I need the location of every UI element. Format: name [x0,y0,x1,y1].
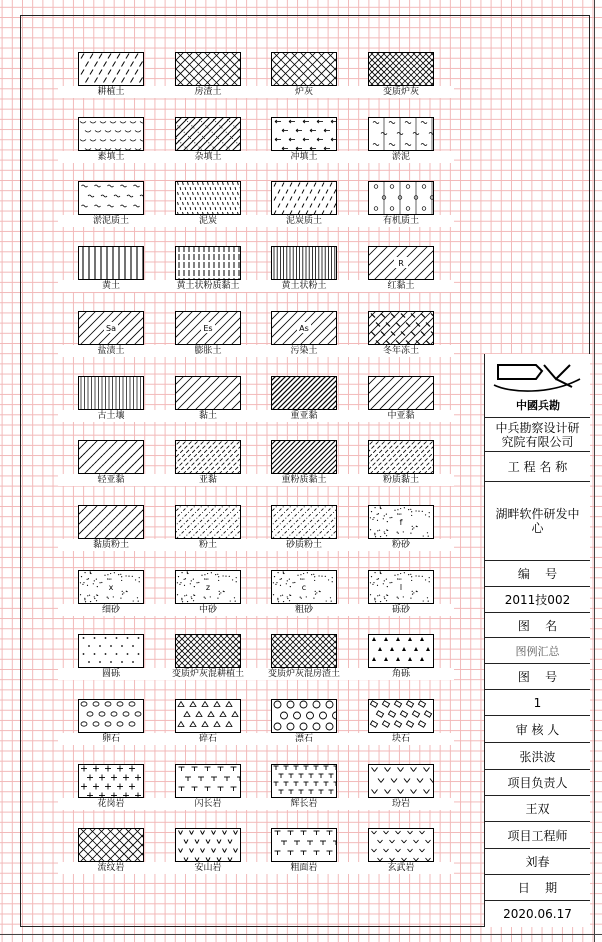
legend-label: 冬年冻土 [348,345,454,357]
legend-swatch [78,699,144,733]
legend-item [78,764,144,810]
legend-item [78,440,144,486]
drawing-no-label: 图 号 [517,670,558,684]
legend-item [271,440,337,486]
legend-label: 闪长岩 [155,798,261,810]
legend-item [368,440,434,486]
legend-swatch [368,505,434,539]
legend-label: 泥炭质土 [251,215,357,227]
legend-swatch [78,376,144,410]
sheet-edge [594,0,595,942]
svg-text:f: f [399,518,403,527]
number-label-cell [485,561,590,587]
company-cell [485,418,590,452]
legend-item [368,699,434,745]
legend-label: 中亚黏 [348,410,454,422]
legend-label: 炉灰 [251,86,357,98]
legend-label: 玄武岩 [348,862,454,874]
legend-item [368,634,434,680]
legend-label: 淤泥 [348,151,454,163]
logo-cell [485,354,590,418]
legend-label: 古土壤 [58,410,164,422]
legend-item [271,311,337,357]
legend-swatch [78,52,144,86]
legend-swatch [271,570,337,604]
legend-label: 盐渍土 [58,345,164,357]
legend-label: 安山岩 [155,862,261,874]
legend-label: 黏土 [155,410,261,422]
legend-item [271,117,337,163]
date-value-cell [485,901,590,927]
legend-item [78,634,144,680]
number-value: 2011技002 [504,593,571,607]
drawing-name-value-cell [485,638,590,664]
legend-label: 变质炉灰混房渣土 [251,668,357,680]
engineer-label-cell [485,822,590,849]
legend-label: 块石 [348,733,454,745]
legend-swatch [368,376,434,410]
legend-label: 黄土状粉质黏土 [155,280,261,292]
legend-swatch [175,764,241,798]
project-label-cell [485,452,590,482]
legend-item [175,376,241,422]
legend-label: 房渣土 [155,86,261,98]
legend-swatch [78,440,144,474]
legend-label: 粗面岩 [251,862,357,874]
legend-item [78,376,144,422]
legend-item [368,311,434,357]
legend-item [368,52,434,98]
legend-label: 辉长岩 [251,798,357,810]
legend-swatch [368,570,434,604]
drawing-no-label-cell [485,664,590,690]
legend-item [271,376,337,422]
legend-item [271,505,337,551]
legend-item [175,505,241,551]
drawing-name-value: 图例汇总 [515,644,560,658]
legend-swatch [368,699,434,733]
legend-swatch [368,246,434,280]
legend-label: 泥炭 [155,215,261,227]
legend-swatch [175,634,241,668]
legend-swatch [271,117,337,151]
legend-swatch [78,181,144,215]
svg-text:Es: Es [203,324,213,333]
svg-text:x: x [108,583,114,592]
legend-swatch [271,246,337,280]
legend-label: 轻亚黏 [58,474,164,486]
manager-label-cell [485,770,590,796]
legend-label: 冲填土 [251,151,357,163]
legend-item [271,246,337,292]
legend-item [271,570,337,616]
legend-item [175,52,241,98]
legend-item [368,246,434,292]
legend-item [175,117,241,163]
reviewer-label-cell [485,716,590,743]
legend-item [271,181,337,227]
engineer-value-cell [485,849,590,875]
legend-label: 碎石 [155,733,261,745]
drawing-name-label-cell [485,613,590,638]
legend-item [78,570,144,616]
drawing-no-value-cell [485,690,590,716]
legend-label: 粉质黏土 [348,474,454,486]
legend-item [175,311,241,357]
legend-swatch [175,505,241,539]
legend-label: 杂填土 [155,151,261,163]
legend-swatch [271,376,337,410]
drawing-name-label: 图 名 [517,618,558,633]
legend-label: 黄土状粉土 [251,280,357,292]
legend-swatch [175,376,241,410]
legend-item [271,52,337,98]
legend-label: 漂石 [251,733,357,745]
legend-item [368,570,434,616]
legend-label: 砂质粉土 [251,539,357,551]
legend-swatch [175,699,241,733]
legend-label: 中砂 [155,604,261,616]
legend-swatch [271,52,337,86]
manager-value: 王双 [525,802,550,816]
legend-label: 砾砂 [348,604,454,616]
legend-item [368,828,434,874]
legend-label: 黏质粉土 [58,539,164,551]
legend-label: 重粉质黏土 [251,474,357,486]
date-label: 日 期 [517,881,558,895]
legend-label: 粉土 [155,539,261,551]
legend-label: 圆砾 [58,668,164,680]
legend-label: 变质炉灰混耕植土 [155,668,261,680]
legend-swatch [368,440,434,474]
legend-swatch [368,634,434,668]
legend-swatch [175,570,241,604]
legend-swatch [271,440,337,474]
svg-text:Sa: Sa [106,324,116,333]
legend-item [368,764,434,810]
legend-swatch [271,505,337,539]
legend-swatch [78,311,144,345]
legend-label: 黄土 [58,280,164,292]
sheet-edge [0,934,602,935]
number-label: 编 号 [517,567,558,581]
legend-label: 重亚黏 [251,410,357,422]
manager-label: 项目负责人 [507,776,568,790]
legend-swatch [175,246,241,280]
legend-item [78,246,144,292]
legend-item [271,764,337,810]
manager-value-cell [485,796,590,822]
legend-item [78,311,144,357]
date-label-cell [485,875,590,901]
reviewer-label: 审 核 人 [515,722,560,737]
legend-item [368,376,434,422]
legend-item [271,828,337,874]
company-name: 中兵勘察设计研究院有限公司 [495,420,580,449]
legend-swatch [368,311,434,345]
legend-item [78,117,144,163]
legend-label: 膨胀土 [155,345,261,357]
legend-label: 有机质土 [348,215,454,227]
logo-text: 中國兵勘 [515,398,560,412]
legend-item [368,181,434,227]
title-block [484,354,590,927]
legend-swatch [271,828,337,862]
project-name-cell [485,482,590,561]
legend-label: 流纹岩 [58,862,164,874]
legend-swatch [368,117,434,151]
legend-label: 花岗岩 [58,798,164,810]
legend-swatch [78,505,144,539]
svg-text:As: As [299,324,309,333]
legend-swatch [78,246,144,280]
number-value-cell [485,587,590,613]
company-logo-icon [490,357,586,415]
drawing-no-value: 1 [533,695,542,710]
legend-swatch [271,634,337,668]
legend-item [368,505,434,551]
legend-item [175,570,241,616]
svg-text:l: l [399,583,403,592]
legend-item [175,440,241,486]
legend-swatch [368,181,434,215]
legend-label: 角砾 [348,668,454,680]
legend-item [267,634,340,680]
legend-label: 素填土 [58,151,164,163]
engineer-label: 项目工程师 [507,828,568,843]
legend-swatch [175,117,241,151]
legend-label: 粉砂 [348,539,454,551]
legend-swatch [175,52,241,86]
legend-item [78,52,144,98]
legend-swatch [368,828,434,862]
legend-label: 细砂 [58,604,164,616]
legend-swatch [271,699,337,733]
legend-item [78,828,144,874]
svg-text:z: z [205,583,211,592]
legend-item [175,181,241,227]
legend-item [175,764,241,810]
legend-label: 亚黏 [155,474,261,486]
legend-item [78,181,144,227]
legend-swatch [175,181,241,215]
legend-swatch [368,52,434,86]
legend-swatch [78,828,144,862]
legend-item [78,699,144,745]
legend-swatch [175,440,241,474]
legend-label: 耕植土 [58,86,164,98]
reviewer-value: 张洪波 [519,749,556,764]
legend-label: 卵石 [58,733,164,745]
project-label: 工 程 名 称 [507,460,568,474]
date-value: 2020.06.17 [503,907,572,921]
legend-label: 粗砂 [251,604,357,616]
legend-swatch [271,181,337,215]
legend-item [175,246,241,292]
legend-swatch [78,764,144,798]
legend-swatch [271,311,337,345]
project-name: 湖畔软件研发中心 [495,507,580,535]
legend-item [171,634,244,680]
legend-swatch [78,570,144,604]
legend-label: 玢岩 [348,798,454,810]
engineer-value: 刘春 [525,855,550,869]
legend-item [78,505,144,551]
legend-swatch [78,634,144,668]
svg-text:R: R [398,259,404,268]
legend-item [271,699,337,745]
svg-text:c: c [301,583,307,592]
legend-item [368,117,434,163]
legend-swatch [175,828,241,862]
legend-label: 变质炉灰 [348,86,454,98]
legend-swatch [78,117,144,151]
legend-label: 污染土 [251,345,357,357]
legend-item [175,699,241,745]
legend-swatch [175,311,241,345]
legend-label: 红黏土 [348,280,454,292]
reviewer-value-cell [485,743,590,770]
legend-item [175,828,241,874]
legend-swatch [271,764,337,798]
legend-swatch [368,764,434,798]
legend-label: 淤泥质土 [58,215,164,227]
